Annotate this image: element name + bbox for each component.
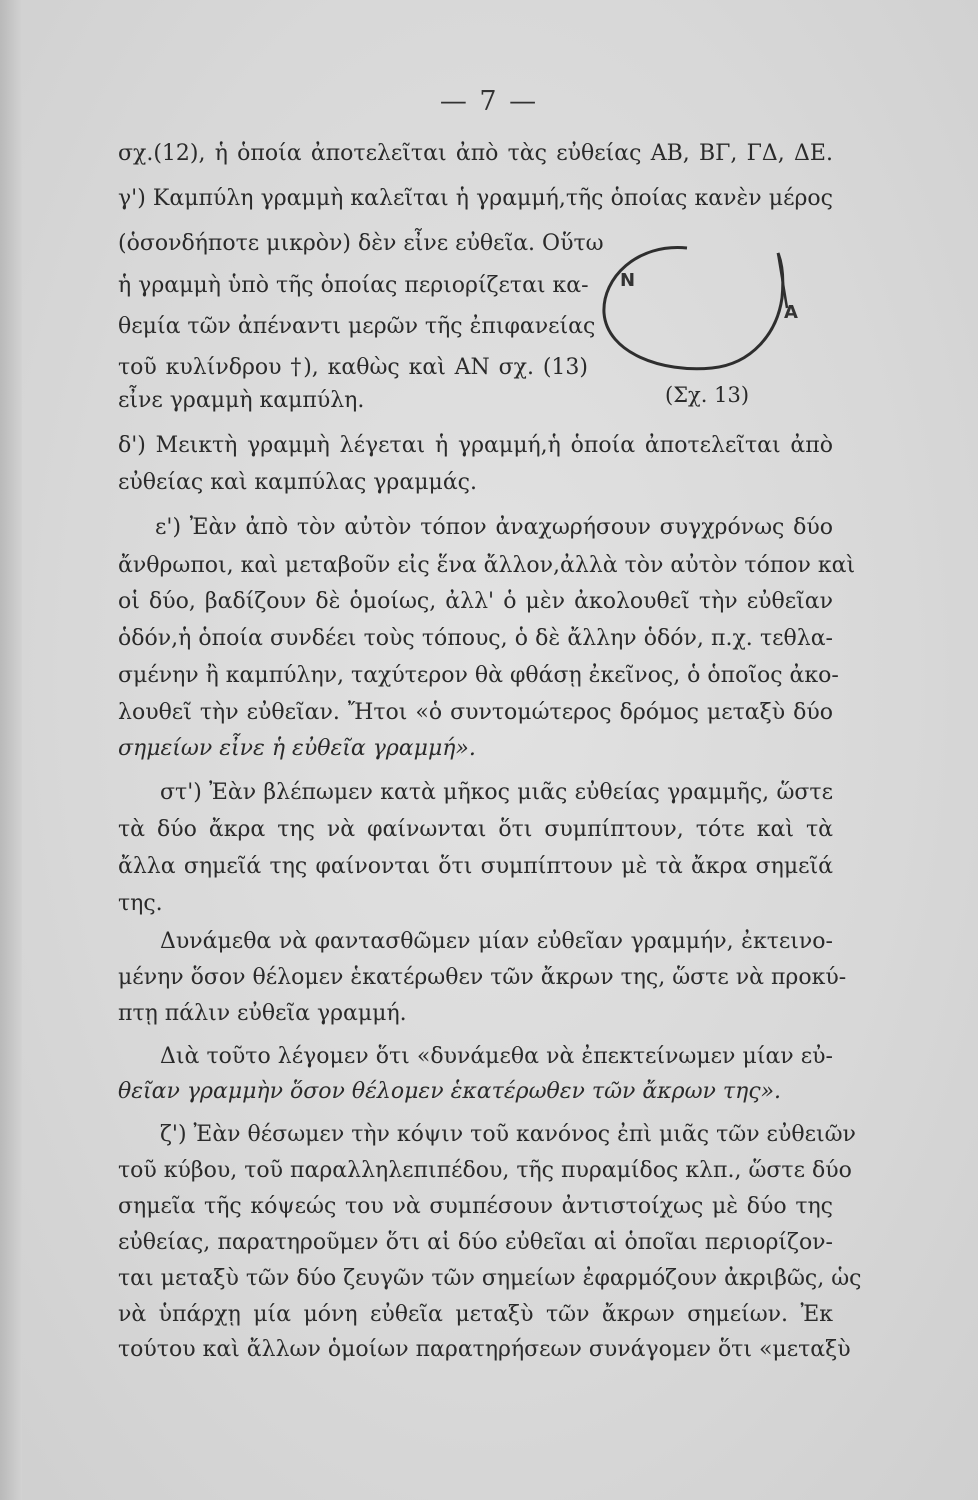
text-line: ζ') Ἐὰν θέσωμεν τὴν κόψιν τοῦ κανόνος ἐπὶ μιᾶς τῶν εὐθειῶν xyxy=(160,1122,856,1147)
text-line: λουθεῖ τὴν εὐθεῖαν. Ἤτοι «ὁ συντομώτερος δρόμος μεταξὺ δύο xyxy=(118,700,833,725)
text-line: εἶνε γραμμὴ καμπύλη. xyxy=(118,388,365,413)
text-line: ται μεταξὺ τῶν δύο ζευγῶν τῶν σημείων ἐφαρμόζουν ἀκριβῶς, ὡς xyxy=(118,1266,862,1291)
label-a: A xyxy=(784,302,798,323)
text-line: τοῦ κύβου, τοῦ παραλληλεπιπέδου, τῆς πυραμίδος κλπ., ὥστε δύο xyxy=(118,1158,852,1183)
text-line: μένην ὅσον θέλομεν ἑκατέρωθεν τῶν ἄκρων της, ὥστε νὰ προκύ- xyxy=(118,965,847,990)
text-line: τὰ δύο ἄκρα της νὰ φαίνωνται ὅτι συμπίπτουν, τότε καὶ τὰ xyxy=(118,817,833,842)
text-line: σχ.(12), ἡ ὁποία ἀποτελεῖται ἀπὸ τὰς εὐθείας ΑΒ, ΒΓ, ΓΔ, ΔΕ. xyxy=(118,141,833,166)
text-line: οἱ δύο, βαδίζουν δὲ ὁμοίως, ἀλλ' ὁ μὲν ἀκολουθεῖ τὴν εὐθεῖαν xyxy=(118,589,833,614)
text-line: εὐθείας καὶ καμπύλας γραμμάς. xyxy=(118,470,477,495)
text-line: γ') Καμπύλη γραμμὴ καλεῖται ἡ γραμμή,τῆς ὁποίας κανὲν μέρος xyxy=(118,186,833,211)
curve-an xyxy=(604,248,783,369)
text-line: τούτου καὶ ἄλλων ὁμοίων παρατηρήσεων συνάγομεν ὅτι «μεταξὺ xyxy=(118,1337,851,1362)
text-line: θεμία τῶν ἀπέναντι μερῶν τῆς ἐπιφανείας xyxy=(118,314,596,339)
text-line: σημείων εἶνε ἡ εὐθεῖα γραμμή». xyxy=(118,736,476,761)
text-line: ἄνθρωποι, καὶ μεταβοῦν εἰς ἕνα ἄλλον,ἀλλὰ τὸν αὐτὸν τόπον καὶ xyxy=(118,553,856,578)
text-line: ἡ γραμμὴ ὑπὸ τῆς ὁποίας περιορίζεται κα- xyxy=(118,273,589,298)
text-line: νὰ ὑπάρχῃ μία μόνη εὐθεῖα μεταξὺ τῶν ἄκρων σημείων. Ἐκ xyxy=(118,1302,833,1327)
text-line: ε') Ἐὰν ἀπὸ τὸν αὐτὸν τόπον ἀναχωρήσουν συγχρόνως δύο xyxy=(155,515,833,540)
label-n: N xyxy=(620,270,636,291)
text-line: ἄλλα σημεῖά της φαίνονται ὅτι συμπίπτουν μὲ τὰ ἄκρα σημεῖά xyxy=(118,854,833,879)
text-line: (ὁσονδήποτε μικρὸν) δὲν εἶνε εὐθεῖα. Οὕτω xyxy=(118,231,604,256)
text-line: δ') Μεικτὴ γραμμὴ λέγεται ἡ γραμμή,ἡ ὁποία ἀποτελεῖται ἀπὸ xyxy=(118,433,833,458)
text-line: Διὰ τοῦτο λέγομεν ὅτι «δυνάμεθα νὰ ἐπεκτείνωμεν μίαν εὐ- xyxy=(160,1044,833,1069)
text-line: στ') Ἐὰν βλέπωμεν κατὰ μῆκος μιᾶς εὐθείας γραμμῆς, ὥστε xyxy=(160,780,833,805)
text-line: τοῦ κυλίνδρου †), καθὼς καὶ ΑΝ σχ. (13) xyxy=(118,355,588,380)
text-line: πτῃ πάλιν εὐθεῖα γραμμή. xyxy=(118,1001,407,1026)
text-line: σμένην ἢ καμπύλην, ταχύτερον θὰ φθάσῃ ἐκεῖνος, ὁ ὁποῖος ἀκο- xyxy=(118,663,839,688)
page-number: — 7 — xyxy=(439,86,539,117)
text-line: ὁδόν,ἡ ὁποία συνδέει τοὺς τόπους, ὁ δὲ ἄλλην ὁδόν, π.χ. τεθλα- xyxy=(118,626,833,651)
figure-caption: (Σχ. 13) xyxy=(665,383,750,407)
text-line: θεῖαν γραμμὴν ὅσον θέλομεν ἑκατέρωθεν τῶν ἄκρων της». xyxy=(118,1079,782,1104)
text-line: της. xyxy=(118,891,163,916)
text-line: σημεῖα τῆς κόψεώς του νὰ συμπέσουν ἀντιστοίχως μὲ δύο της xyxy=(118,1194,833,1219)
binding-gutter xyxy=(0,0,22,1500)
text-line: εὐθείας, παρατηροῦμεν ὅτι αἱ δύο εὐθεῖαι αἱ ὁποῖαι περιορίζον- xyxy=(118,1230,833,1255)
text-line: Δυνάμεθα νὰ φαντασθῶμεν μίαν εὐθεῖαν γραμμήν, ἐκτεινο- xyxy=(160,929,833,954)
